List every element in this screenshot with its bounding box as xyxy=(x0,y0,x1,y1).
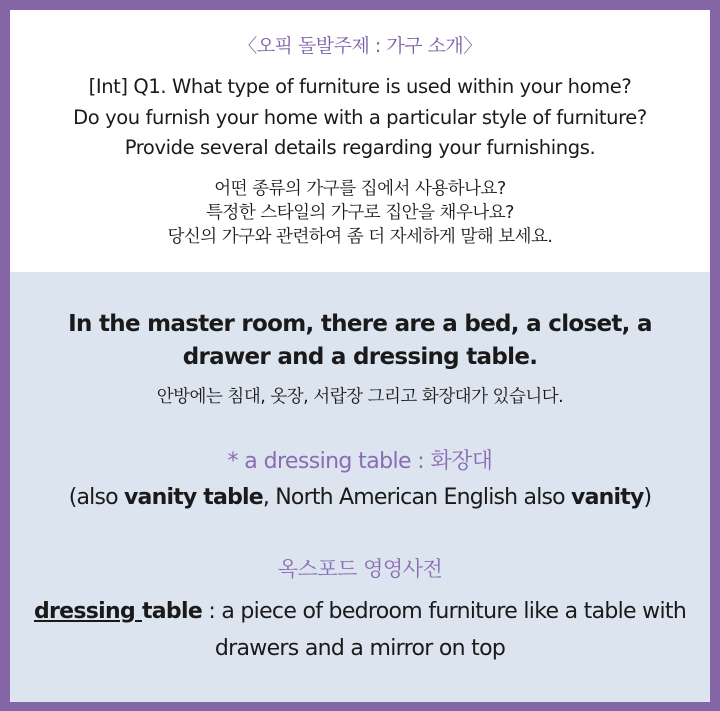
question-line-1: [Int] Q1. What type of furniture is used within your home? xyxy=(88,75,632,98)
question-ko-line-3: 당신의 가구와 관련하여 좀 더 자세하게 말해 보세요. xyxy=(167,226,553,247)
note-close: ) xyxy=(643,485,652,510)
dictionary-heading: 옥스포드 영영사전 xyxy=(277,557,443,581)
answer-section xyxy=(10,272,710,702)
vocab-note-body xyxy=(10,484,710,512)
note-term-vanity: vanity xyxy=(571,485,644,510)
topic-title: 〈오픽 돌발주제 : 가구 소개〉 xyxy=(238,35,482,57)
answer-korean: 안방에는 침대, 옷장, 서랍장 그리고 화장대가 있습니다. xyxy=(156,387,564,407)
answer-english: In the master room, there are a bed, a closet, a drawer and a dressing table. xyxy=(68,311,652,370)
question-ko-line-2: 특정한 스타일의 가구로 집안을 채우나요? xyxy=(206,202,514,223)
note-open: (also xyxy=(68,485,124,510)
question-line-3: Provide several details regarding your furnishings. xyxy=(124,136,596,159)
dictionary-term-bold: table xyxy=(141,599,203,624)
question-line-2: Do you furnish your home with a particular style of furniture? xyxy=(73,105,647,129)
question-english xyxy=(10,72,710,164)
question-section xyxy=(10,10,710,272)
question-ko-line-1: 어떤 종류의 가구를 집에서 사용하나요? xyxy=(214,178,506,199)
note-middle: , North American English also xyxy=(262,485,572,510)
dictionary-term-underlined: dressing xyxy=(33,599,142,624)
vocab-note-heading: * a dressing table : 화장대 xyxy=(227,449,493,474)
card-inner xyxy=(10,10,710,702)
dictionary-definition-text: : a piece of bedroom furniture like a table with drawers and a mirror on top xyxy=(202,599,687,661)
note-term-vanity-table: vanity table xyxy=(124,485,263,510)
question-korean xyxy=(10,177,710,249)
dictionary-definition xyxy=(10,593,710,667)
